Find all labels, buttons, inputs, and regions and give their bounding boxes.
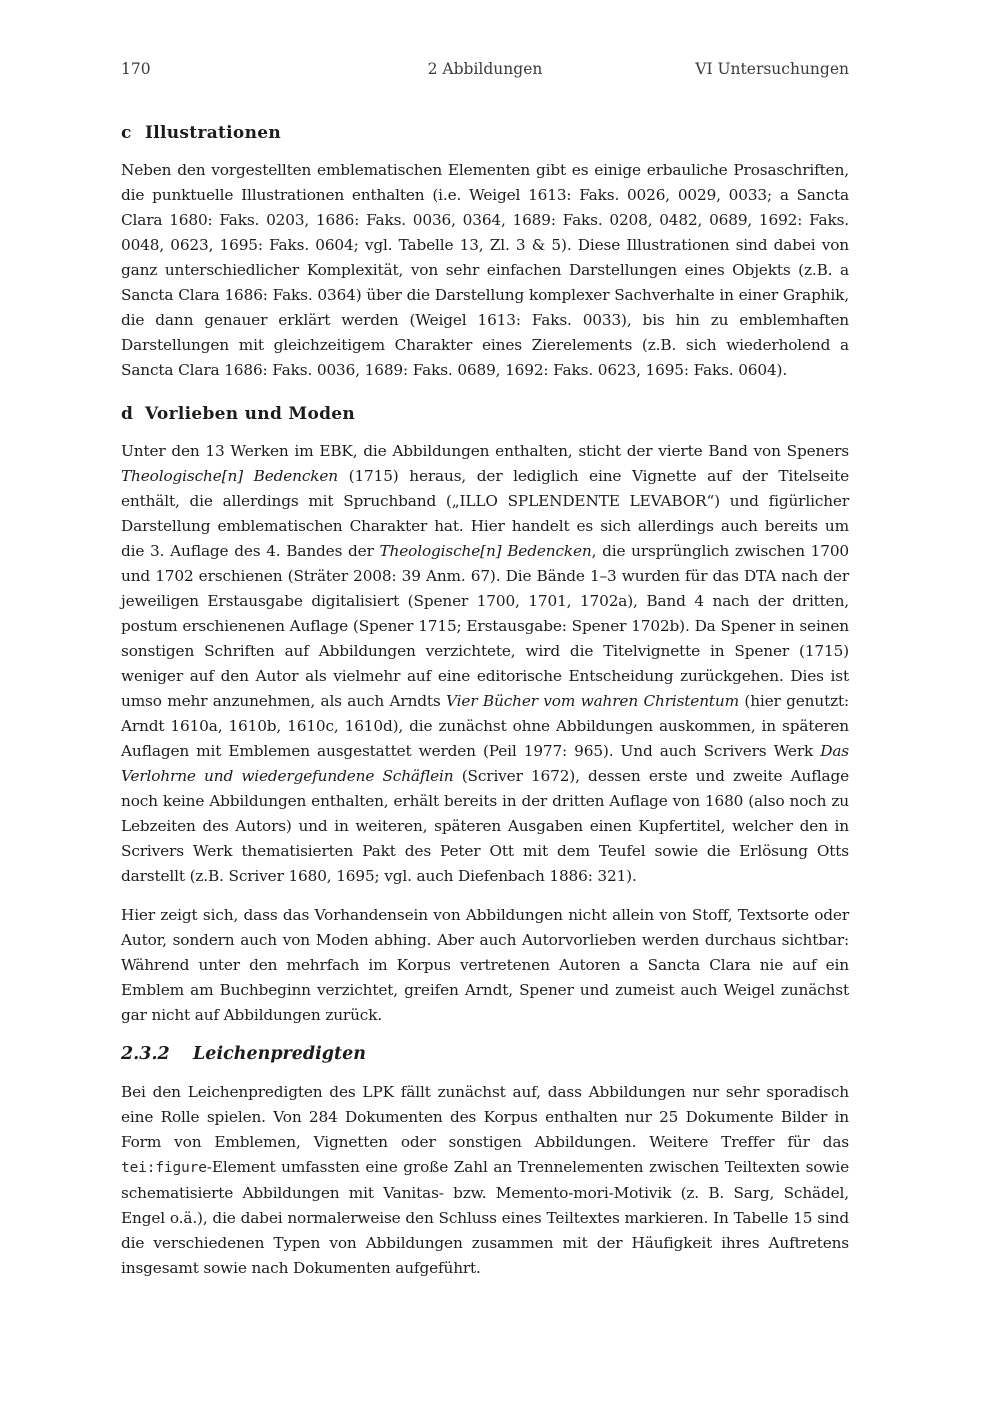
- subsection-heading-d: [121, 403, 849, 425]
- subsection-title: Vorlieben und Moden: [145, 404, 356, 424]
- italic-title: Theologische[n] Bedencken: [121, 467, 338, 485]
- section-title: Leichenpredigten: [193, 1044, 366, 1064]
- text-run: (hier genutzt: Arndt 1610a, 1610b, 1610c, 1610d), die zunächst ohne Abbildungen auskommen, in späteren Auflagen mit Emblemen ausgestattet werden (Peil 1977: 965). Und auch Scrivers Werk: [121, 692, 849, 760]
- text-run: Unter den 13 Werken im EBK, die Abbildungen enthalten, sticht der vierte Band von Speners: [121, 442, 849, 460]
- running-head-part: VI Untersuchungen: [695, 60, 849, 78]
- text-run: (1715) heraus, der lediglich eine Vignette auf der Titelseite enthält, die allerdings mit Spruchband („ILLO SPLENDENTE LEVABOR“) und figürlicher Darstellung emblematischen Charakter hat. Hier handelt es sich allerdings auch bereits um die 3. Auflage des 4. Bandes der: [121, 467, 849, 560]
- subsection-heading-c: [121, 122, 849, 144]
- code-tei-figure: tei:figure: [121, 1160, 207, 1176]
- paragraph-vorlieben-1: [121, 439, 849, 889]
- section-number: 2.3.2: [121, 1044, 170, 1064]
- paragraph-vorlieben-2: Hier zeigt sich, dass das Vorhandensein von Abbildungen nicht allein von Stoff, Textsorte oder Autor, sondern auch von Moden abhing. Aber auch Autorvorlieben werden durchaus sichtbar: Während unter den mehrfach im Korpus vertretenen Autoren a Sancta Clara nie auf ein Emblem am Buchbeginn verzichtet, greifen Arndt, Spener und zumeist auch Weigel zunächst gar nicht auf Abbildungen zurück.: [121, 906, 849, 1024]
- italic-title: Theologische[n] Bedencken: [379, 542, 592, 560]
- paragraph-illustrationen: Neben den vorgestellten emblematischen Elementen gibt es einige erbauliche Prosaschriften, die punktuelle Illustrationen enthalten (i.e. Weigel 1613: Faks. 0026, 0029, 0033; a Sancta Clara 1680: Faks. 0203, 1686: Faks. 0036, 0364, 1689: Faks. 0208, 0482, 0689, 1692: Faks. 0048, 0623, 1695: Faks. 0604; vgl. Tabelle 13, Zl. 3 & 5). Diese Illustrationen sind dabei von ganz unterschiedlicher Komplexität, von sehr einfachen Darstellungen eines Objekts (z.B. a Sancta Clara 1686: Faks. 0364) über die Darstellung komplexer Sachverhalte in einer Graphik, die dann genauer erklärt werden (Weigel 1613: Faks. 0033), bis hin zu emblemhaften Darstellungen mit gleichzeitigem Charakter eines Zierelements (z.B. sich wiederholend a Sancta Clara 1686: Faks. 0036, 1689: Faks. 0689, 1692: Faks. 0623, 1695: Faks. 0604).: [121, 161, 849, 379]
- subsection-title: Illustrationen: [145, 123, 282, 143]
- paragraph-leichenpredigten: [121, 1080, 849, 1281]
- running-head-chapter: 2 Abbildungen: [427, 60, 543, 78]
- page-number: 170: [121, 60, 151, 78]
- italic-title: Das Verlohrne und wiedergefundene Schäflein: [121, 742, 849, 785]
- section-heading-2-3-2: [121, 1042, 849, 1066]
- subsection-letter: c: [121, 123, 132, 143]
- page-content: [121, 122, 849, 1295]
- subsection-letter: d: [121, 404, 134, 424]
- text-run: -Element umfassten eine große Zahl an Trennelementen zwischen Teiltexten sowie schematisierte Abbildungen mit Vanitas- bzw. Memento-mori-Motivik (z. B. Sarg, Schädel, Engel o.ä.), die dabei normalerweise den Schluss eines Teiltextes markieren. In Tabelle 15 sind die verschiedenen Typen von Abbildungen zusammen mit der Häufigkeit ihres Auftretens insgesamt sowie nach Dokumenten aufgeführt.: [121, 1158, 849, 1277]
- text-run: , die ursprünglich zwischen 1700 und 1702 erschienen (Sträter 2008: 39 Anm. 67). Die Bände 1–3 wurden für das DTA nach der jeweiligen Erstausgabe digitalisiert (Spener 1700, 1701, 1702a), Band 4 nach der dritten, postum erschienenen Auflage (Spener 1715; Erstausgabe: Spener 1702b). Da Spener in seinen sonstigen Schriften auf Abbildungen verzichtete, wird die Titelvignette in Spener (1715) weniger auf den Autor als vielmehr auf eine editorische Entscheidung zurückgehen. Dies ist umso mehr anzunehmen, als auch Arndts: [121, 542, 849, 710]
- running-head: [121, 60, 849, 82]
- text-run: Bei den Leichenpredigten des LPK fällt zunächst auf, dass Abbildungen nur sehr sporadisch eine Rolle spielen. Von 284 Dokumenten des Korpus enthalten nur 25 Dokumente Bilder in Form von Emblemen, Vignetten oder sonstigen Abbildungen. Weitere Treffer für das: [121, 1083, 849, 1151]
- italic-title: Vier Bücher vom wahren Christentum: [446, 692, 739, 710]
- text-run: (Scriver 1672), dessen erste und zweite Auflage noch keine Abbildungen enthalten, erhält bereits in der dritten Auflage von 1680 (also noch zu Lebzeiten des Autors) und in weiteren, späteren Ausgaben einen Kupfertitel, welcher den in Scrivers Werk thematisierten Pakt des Peter Ott mit dem Teufel sowie die Erlösung Otts darstellt (z.B. Scriver 1680, 1695; vgl. auch Diefenbach 1886: 321).: [121, 767, 849, 885]
